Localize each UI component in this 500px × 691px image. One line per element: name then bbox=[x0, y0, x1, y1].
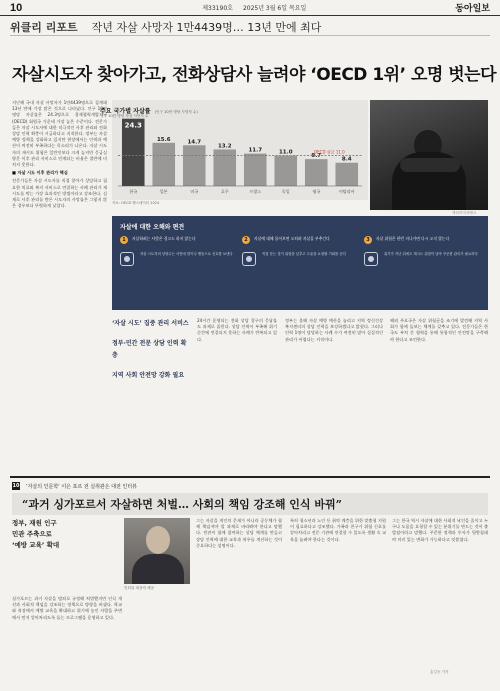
chart-data-label: 13.2 bbox=[217, 143, 232, 150]
reporter-byline: 홍길동 기자 bbox=[430, 670, 449, 674]
chart-subtitle: 인구 10만 명당 자살 사망자 수 bbox=[100, 114, 149, 118]
masthead bbox=[0, 0, 500, 16]
photo-person-head-down bbox=[370, 100, 488, 210]
chart-average-label: OECD 평균 11.0 bbox=[314, 149, 345, 155]
pull-quote: ‘자살 시도’ 집중 관리 서비스 bbox=[112, 320, 189, 327]
person-icon bbox=[120, 252, 134, 266]
chart-source-note: 자료: OECD 헬스데이터 2024 bbox=[112, 201, 160, 205]
section-divider bbox=[10, 476, 490, 478]
interviewee-portrait bbox=[124, 518, 190, 584]
chart-bar bbox=[183, 145, 206, 186]
article-column-4: 해외 주요국은 자살 위험군을 조기에 발견해 지역 사회가 함께 돌보는 체계를 갖추고 있다. 전문가들은 한국도 부처 간 협력을 통해 통합적인 안전망을 구축해야 한다고 조언한다. bbox=[390, 318, 488, 342]
newspaper-name: 동아일보 bbox=[455, 3, 490, 13]
chart-category-label: 이탈리아 bbox=[339, 189, 355, 194]
interview-column-1: 싱가포르는 과거 자살을 범죄로 규정해 처벌했지만 인식 개선과 사회적 책임을 강조하는 정책으로 방향을 바꿨다. 학교와 직장에서 예방 교육을 확대하고 위기에 놓인 사람을 주변에서 먼저 알아차리도록 돕는 프로그램을 운영하고 있다. bbox=[12, 596, 122, 620]
chart-bar bbox=[244, 154, 267, 186]
intro-line: 정부, 재원 인구 bbox=[12, 519, 57, 527]
portrait-head bbox=[146, 526, 170, 554]
photo-figure-arms bbox=[400, 158, 460, 172]
series-strip bbox=[10, 19, 490, 36]
chart-data-label: 24.3 bbox=[124, 121, 142, 130]
misconception-item bbox=[242, 236, 362, 306]
item-body: 위기가 지난 뒤에도 재시도 위험이 남아 꾸준한 관리가 필요하다 bbox=[384, 252, 478, 256]
series-subtitle: 작년 자살 사망자 1만4439명… 13년 만에 최다 bbox=[91, 21, 322, 34]
interview-badge bbox=[12, 482, 137, 490]
series-tag: 위클리 리포트 bbox=[10, 21, 78, 34]
chart-data-label: 9.7 bbox=[311, 153, 322, 160]
chart-bar bbox=[305, 159, 328, 186]
misconception-item bbox=[120, 236, 240, 306]
pull-quote: 지역 사회 안전망 강화 필요 bbox=[112, 372, 185, 379]
interview-column-4: 그는 한국 역시 자살에 대한 사회적 낙인을 줄이고 누구나 도움을 요청할 수 있는 분위기를 만드는 것이 출발점이라고 말했다. 꾸준한 정책과 투자가 뒷받침돼야 의미 있는 변화가 가능하다고 덧붙였다. bbox=[392, 518, 488, 542]
article-column-3: 정부는 올해 자살 예방 예산을 늘리고 지역 정신건강복지센터의 상담 인력을 보강하겠다고 밝혔다. 그러나 인력 1명이 담당하는 사례 수가 여전히 많아 실질적인 관리가 어렵다는 지적이다. bbox=[285, 318, 383, 342]
badge-text: ‘자살의 인문학’ 이은 포르 전 실취관은 대전 인터뷰 bbox=[26, 483, 137, 490]
article-column-1 bbox=[12, 100, 107, 366]
chart-data-label: 11.0 bbox=[278, 149, 293, 156]
misconceptions-title: 자살에 대한 오해와 편견 bbox=[120, 224, 185, 231]
badge-number: 10 bbox=[12, 483, 20, 489]
issue-date: 2025년 3월 6일 목요일 bbox=[242, 5, 307, 12]
issue-number: 제33190호 bbox=[202, 5, 233, 12]
misconceptions-box bbox=[112, 216, 488, 310]
suicide-rate-bar-chart bbox=[112, 100, 368, 200]
intro-line: 민관 주축으로 bbox=[12, 530, 52, 538]
article-text: 전문가들은 자살 시도자를 직접 찾아가 상담하고 필요한 치료와 복지 서비스로 연결하는 사례 관리가 재시도를 막는 가장 효과적인 방법이라고 강조한다. 실제로 사후 관리를 받은 시도자의 사망률은 그렇지 않은 경우보다 뚜렷하게 낮았다. bbox=[12, 178, 107, 209]
item-heading: 자살하려는 사람은 경고도 하지 않는다 bbox=[132, 236, 196, 241]
article-text: 지난해 국내 자살 사망자가 1만4439명으로 집계돼 13년 만에 가장 많은 것으로 나타났다. 인구 10만 명당 자살률은 24.3명으로 경제협력개발기구(OECD) 회원국 가운데 가장 높은 수준이다. 전문가들은 자살 시도자에 대한 적극적인 사후 관리와 전화 상담 인력 확충이 시급하다고 지적한다. 정부는 자살 예방 정책을 강화하고 있지만 현장에서는 인력과 예산이 여전히 부족하다는 목소리가 나온다. 자살 시도자의 재시도 위험은 일반인보다 크게 높지만 응급실 방문 이후 관리 서비스로 연계되는 비율은 절반에 미치지 못한다. bbox=[12, 100, 107, 168]
intro-line: ‘예방 교육’ 확대 bbox=[12, 541, 60, 549]
interview-headline: “과거 싱가포르서 자살하면 처벌… 사회의 책임 강조해 인식 바꿔” bbox=[12, 493, 488, 515]
chart-data-label: 14.7 bbox=[187, 139, 202, 146]
chart-category-label: 독일 bbox=[281, 189, 290, 194]
interview-intro bbox=[12, 518, 122, 551]
chart-category-label: 프랑스 bbox=[249, 189, 262, 194]
item-number: 3 bbox=[364, 236, 372, 244]
photo-credit: 게티이미지뱅크 bbox=[452, 211, 477, 215]
item-heading: 자살에 대해 물어보면 오히려 자살을 부추긴다 bbox=[254, 236, 330, 241]
item-number: 1 bbox=[120, 236, 128, 244]
chart-bar bbox=[274, 156, 297, 186]
subheading: ■ 자살 시도 이후 관리가 핵심 bbox=[12, 170, 68, 176]
chart-data-label: 8.4 bbox=[341, 156, 352, 163]
item-number: 2 bbox=[242, 236, 250, 244]
pull-quotes bbox=[112, 318, 192, 390]
chart-title-text: 주요 국가별 자살률 bbox=[100, 108, 151, 115]
interview-column-3: 특히 청소년과 노인 등 취약 계층을 위한 맞춤형 지원이 필요하다고 강조했다. 가족과 친구가 위험 신호를 알아차리고 전문 기관에 연결할 수 있도록 생활 속 교육을 늘려야 한다는 것이다. bbox=[290, 518, 386, 542]
misconception-item bbox=[364, 236, 484, 306]
chart-data-label: 15.6 bbox=[156, 136, 171, 143]
chart-category-label: 한국 bbox=[129, 189, 138, 194]
headline: 자살시도자 찾아가고, 전화상담사 늘려야 ‘OECD 1위’ 오명 벗는다 bbox=[12, 65, 496, 85]
pull-quote: 정부·민간 전문 상담 인력 확충 bbox=[112, 340, 187, 359]
chart-category-label: 일본 bbox=[159, 189, 168, 194]
chart-category-label: 호주 bbox=[220, 189, 229, 194]
chart-bar bbox=[213, 149, 236, 186]
chart-bar bbox=[152, 143, 175, 186]
chart-category-label: 영국 bbox=[312, 189, 321, 194]
interview-column-2: 그는 자살을 개인의 문제가 아니라 공동체가 함께 책임져야 할 과제로 바라봐야 한다고 말했다. 민관이 함께 참여하는 상담 체계를 만들고 상담 인력에 대한 교육과 처우를 개선하는 것이 중요하다는 설명이다. bbox=[196, 518, 282, 548]
chart-category-label: 미국 bbox=[190, 189, 199, 194]
item-body: 자살 시도자의 상당수는 사전에 말이나 행동으로 신호를 보낸다 bbox=[140, 252, 233, 256]
chart-bar bbox=[335, 163, 358, 186]
page-number: 10 bbox=[10, 1, 23, 14]
speech-icon bbox=[242, 252, 256, 266]
chart-data-label: 11.7 bbox=[248, 147, 263, 154]
portrait-caption: 인터뷰 대상자 제공 bbox=[124, 586, 155, 590]
alert-icon bbox=[364, 252, 378, 266]
item-body: 직접 묻는 것이 위험을 낮추고 도움을 요청할 기회를 준다 bbox=[262, 252, 346, 256]
chart-title-unit: (인구 10만 명당 사망자 수) bbox=[154, 110, 198, 114]
article-column-2: 24시간 운영되는 전화 상담 창구의 응답률도 과제로 꼽힌다. 상담 인력이 부족해 위기 순간에 연결되지 못하는 사례가 반복되고 있다. bbox=[197, 318, 277, 342]
item-heading: 자살 위험은 한번 지나가면 다시 오지 않는다 bbox=[376, 236, 450, 241]
portrait-body bbox=[132, 554, 184, 584]
